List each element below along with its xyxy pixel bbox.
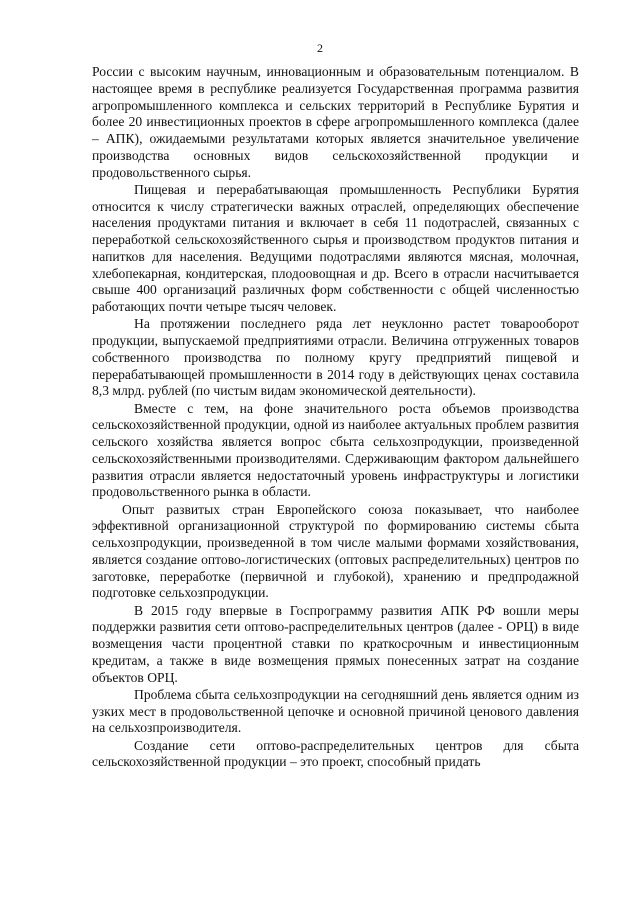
paragraph-6: В 2015 году впервые в Госпрограмму развития АПК РФ вошли меры поддержки развития сети оптово-распределительных центров (далее - ОРЦ) в виде возмещения части процентной ставки по краткосрочным и инвестиционным кредитам, а также в виде возмещения прямых понесенных затрат на создание объектов ОРЦ. — [92, 602, 579, 685]
paragraph-8: Создание сети оптово-распределительных центров для сбыта сельскохозяйственной продукции – это проект, способный придать — [92, 737, 579, 770]
paragraph-2: Пищевая и перерабатывающая промышленность Республики Бурятия относится к числу стратегически важных отраслей, определяющих обеспечение населения продуктами питания и включает в себя 11 подотраслей, связанных с переработкой сельскохозяйственного сырья и производством продуктов питания и напитков для населения. Ведущими подотраслями являются мясная, молочная, хлебопекарная, кондитерская, плодоовощная и др. Всего в отрасли насчитывается свыше 400 организаций различных форм собственности с общей численностью работающих почти четыре тысяч человек. — [92, 181, 579, 314]
paragraph-1: России с высоким научным, инновационным и образовательным потенциалом. В настоящее время в республике реализуется Государственная программа развития агропромышленного комплекса и сельских территорий в Республике Бурятия и более 20 инвестиционных проектов в сфере агропромышленного комплекса (далее – АПК), ожидаемыми результатами которых является значительное увеличение производства основных видов сельскохозяйственной продукции и продовольственного сырья. — [92, 64, 579, 180]
paragraph-4: Вместе с тем, на фоне значительного роста объемов производства сельскохозяйственной продукции, одной из наиболее актуальных проблем развития сельского хозяйства является вопрос сбыта сельхозпродукции, произведенной сельскохозяйственными производителями. Сдерживающим фактором дальнейшего развития отрасли является недостаточный уровень инфраструктуры и логистики продовольственного рынка в области. — [92, 400, 579, 500]
paragraph-7: Проблема сбыта сельхозпродукции на сегодняшний день является одним из узких мест в продовольственной цепочке и основной причиной ценового давления на сельхозпроизводителя. — [92, 686, 579, 736]
document-body — [92, 64, 579, 771]
paragraph-3: На протяжении последнего ряда лет неуклонно растет товарооборот продукции, выпускаемой предприятиями отрасли. Величина отгруженных товаров собственного производства по полному кругу предприятий пищевой и перерабатывающей промышленности в 2014 году в действующих ценах составила 8,3 млрд. рублей (по чистым видам экономической деятельности). — [92, 316, 579, 399]
paragraph-5: Опыт развитых стран Европейского союза показывает, что наиболее эффективной организационной структурой по формированию системы сбыта сельхозпродукции, произведенной в том числе малыми формами хозяйствования, является создание оптово-логистических (оптовых распределительных) центров по заготовке, переработке (первичной и глубокой), хранению и предпродажной подготовке сельхозпродукции. — [92, 501, 579, 601]
page-number: 2 — [317, 41, 323, 55]
